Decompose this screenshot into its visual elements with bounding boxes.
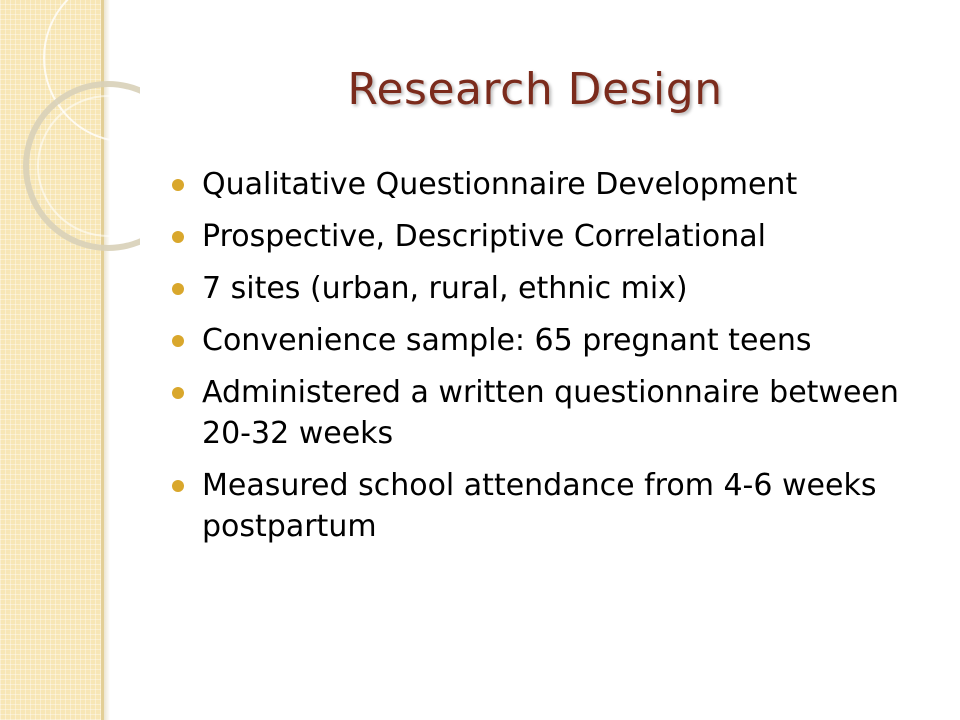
bullet-item [172, 216, 912, 257]
bullet-marker-icon [172, 179, 184, 191]
bullet-item [172, 465, 912, 547]
bullet-marker-icon [172, 231, 184, 243]
bullet-item [172, 268, 912, 309]
bullet-marker-icon [172, 387, 184, 399]
bullet-text: Qualitative Questionnaire Development [202, 167, 798, 202]
bullet-item [172, 320, 912, 361]
bullet-marker-icon [172, 283, 184, 295]
bullet-list [172, 164, 912, 558]
bullet-text: Convenience sample: 65 pregnant teens [202, 323, 812, 358]
bullet-marker-icon [172, 335, 184, 347]
slide-title: Research Design [347, 64, 723, 115]
bullet-item [172, 372, 912, 454]
bullet-text: Measured school attendance from 4-6 weeks postpartum [202, 468, 877, 544]
bullet-text: Prospective, Descriptive Correlational [202, 219, 766, 254]
bullet-marker-icon [172, 480, 184, 492]
decorative-circles [0, 0, 140, 280]
bullet-text: Administered a written questionnaire between 20-32 weeks [202, 375, 899, 451]
bullet-item [172, 164, 912, 205]
bullet-text: 7 sites (urban, rural, ethnic mix) [202, 271, 688, 306]
